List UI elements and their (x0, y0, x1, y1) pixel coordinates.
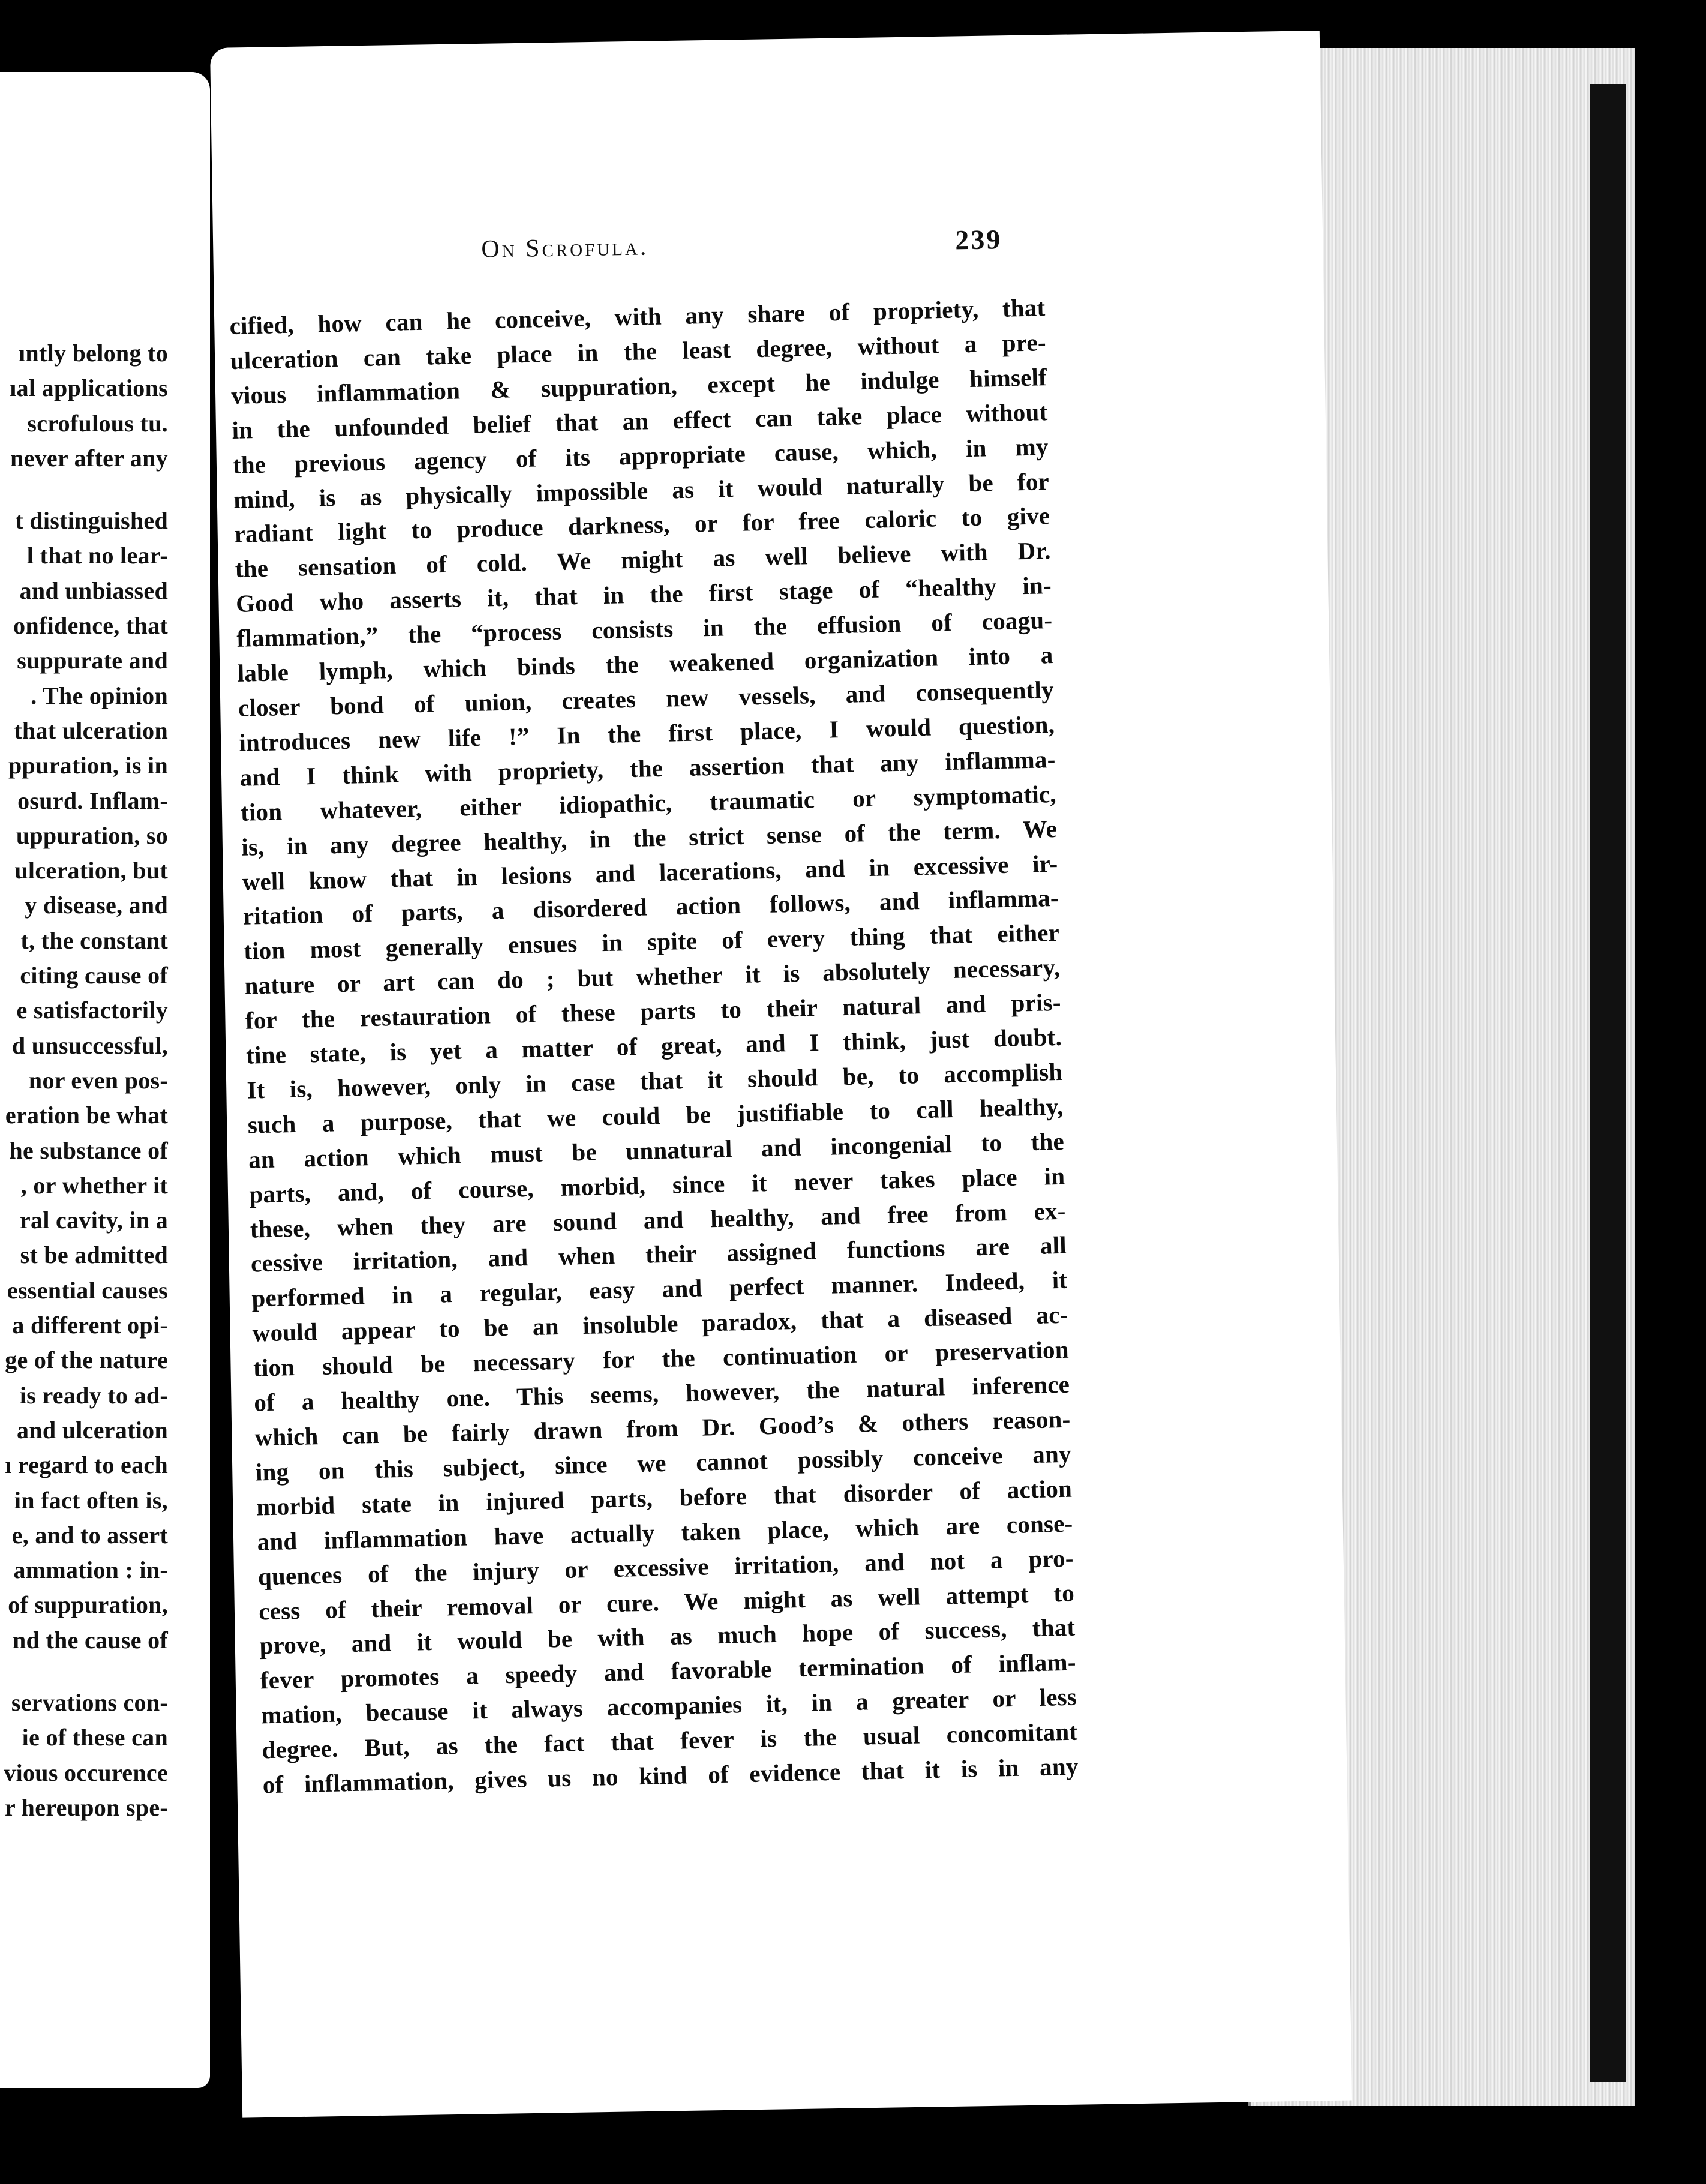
text-line: in fact often is, (14, 1486, 168, 1514)
text-line: suppurate and (17, 647, 168, 674)
text-line: nd the cause of (13, 1626, 168, 1654)
text-line: e, and to assert (11, 1521, 168, 1549)
text-line: nor even pos- (28, 1066, 168, 1094)
text-line: vious inflammation & suppuration, except he indulge himself (230, 362, 1047, 409)
text-line: ıntly belong to (19, 340, 168, 367)
text-line: well know that in lesions and lacerations, and in excessive ir- (242, 849, 1058, 896)
text-line: in the unfounded belief that an effect can take place without (232, 397, 1048, 444)
text-line: and I think with propriety, the assertion that any inflamma- (239, 745, 1056, 791)
text-line: a different opi- (12, 1312, 168, 1339)
text-line: cess of their removal or cure. We might as well attempt to (258, 1579, 1075, 1625)
text-line: t distinguished (15, 507, 168, 535)
text-line: Good who asserts it, that in the first stage of “healthy in- (235, 571, 1052, 618)
text-line: ppuration, is in (8, 752, 168, 779)
text-line: fever promotes a speedy and favorable termination of inflam- (260, 1648, 1077, 1694)
text-line: which can be fairly drawn from Dr. Good’s & others reason- (254, 1405, 1071, 1451)
left-page (0, 72, 210, 2088)
text-line: ammation : in- (13, 1556, 168, 1584)
text-line: cified, how can he conceive, with any share of propriety, that (229, 293, 1046, 340)
text-line: flammation,” the “process consists in the effusion of coagu- (236, 606, 1053, 653)
text-line: and unbiassed (19, 577, 168, 604)
text-line: e satisfactorily (16, 997, 168, 1024)
page-number: 239 (954, 224, 1002, 256)
text-line: ing on this subject, since we cannot possibly conceive any (255, 1439, 1072, 1486)
text-line: ral cavity, in a (19, 1207, 168, 1234)
text-line: mind, is as physically impossible as it would naturally be for (233, 467, 1050, 514)
text-line: scrofulous tu. (27, 409, 168, 437)
text-line: ulceration can take place in the least degree, without a pre- (230, 328, 1047, 374)
text-line: that ulceration (14, 716, 168, 744)
text-line: radiant light to produce darkness, or for free caloric to give (233, 502, 1050, 548)
text-line: , or whether it (20, 1171, 168, 1199)
text-line: ulceration, but (14, 857, 168, 884)
text-line: osurd. Inflam- (17, 787, 168, 814)
text-line: never after any (10, 444, 168, 472)
text-line: uppuration, so (16, 821, 168, 849)
text-line: onfidence, that (13, 612, 168, 640)
text-line: morbid state in injured parts, before that disorder of action (256, 1474, 1073, 1521)
text-line: mation, because it always accompanies it, in a greater or less (260, 1682, 1077, 1729)
text-line: cessive irritation, and when their assigned functions are all (250, 1231, 1067, 1278)
text-line: these, when they are sound and healthy, and free from ex- (250, 1196, 1066, 1243)
text-line: he substance of (9, 1136, 168, 1164)
text-line: citing cause of (20, 962, 168, 989)
text-line: for the restauration of these parts to their natural and pris- (245, 988, 1062, 1034)
text-line: the previous agency of its appropriate cause, which, in my (232, 432, 1049, 479)
text-line: eration be what (5, 1102, 168, 1129)
text-line: ie of these can (22, 1724, 168, 1751)
text-line: tion should be necessary for the continuation or preservation (253, 1335, 1070, 1382)
text-line: t, the constant (20, 926, 168, 954)
text-line: is ready to ad- (19, 1381, 168, 1409)
text-line: r hereupon spe- (5, 1793, 168, 1821)
left-page-text (0, 336, 168, 1825)
paragraph-gap (0, 476, 168, 503)
body-text (229, 290, 1079, 1802)
text-line: closer bond of union, creates new vessels, and consequently (238, 675, 1055, 722)
text-line: It is, however, only in case that it should be, to accomplish (247, 1057, 1063, 1104)
text-line: tion most generally ensues in spite of every thing that either (243, 919, 1060, 965)
paragraph-gap (0, 1658, 168, 1685)
text-line: lable lymph, which binds the weakened organization into a (237, 641, 1053, 687)
text-line: would appear to be an insoluble paradox, that a diseased ac- (252, 1300, 1068, 1347)
text-line: and inflammation have actually taken place, which are conse- (257, 1509, 1073, 1556)
book-edge-shadow (1590, 84, 1626, 2082)
text-line: d unsuccessful, (11, 1031, 168, 1059)
text-line: an action which must be unnatural and incongenial to the (248, 1127, 1065, 1174)
text-line: of suppuration, (8, 1591, 168, 1619)
text-line: performed in a regular, easy and perfect manner. Indeed, it (251, 1266, 1068, 1312)
text-line: quences of the injury or excessive irritation, and not a pro- (257, 1544, 1074, 1591)
text-line: st be admitted (20, 1241, 168, 1269)
text-line: vious occurence (4, 1759, 168, 1786)
text-line: tine state, is yet a matter of great, and I think, just doubt. (245, 1022, 1062, 1069)
text-line: ge of the nature (5, 1346, 168, 1374)
text-line: and ulceration (17, 1416, 168, 1444)
text-line: y disease, and (25, 892, 168, 919)
text-line: of inflammation, gives us no kind of evidence that it is in any (262, 1752, 1079, 1799)
text-line: . The opinion (31, 682, 168, 709)
text-line: introduces new life !” In the first place, I would question, (238, 710, 1055, 757)
text-line: tion whatever, either idiopathic, traumatic or symptomatic, (240, 779, 1057, 826)
text-line: l that no lear- (26, 542, 168, 569)
text-line: of a healthy one. This seems, however, the natural inference (253, 1370, 1070, 1417)
text-line: such a purpose, that we could be justifiable to call healthy, (247, 1092, 1064, 1139)
page-header (474, 224, 1002, 283)
text-line: the sensation of cold. We might as well believe with Dr. (235, 536, 1052, 583)
text-line: degree. But, as the fact that fever is the usual concomitant (261, 1717, 1078, 1764)
text-line: essential causes (7, 1276, 168, 1304)
text-line: parts, and, of course, morbid, since it never takes place in (248, 1162, 1065, 1208)
running-head: On Scrofula. (481, 233, 649, 263)
text-line: ıal applications (10, 374, 168, 402)
text-line: nature or art can do ; but whether it is absolutely necessary, (244, 953, 1061, 1000)
text-line: ritation of parts, a disordered action follows, and inflamma- (242, 884, 1059, 931)
text-line: servations con- (11, 1688, 168, 1716)
text-line: is, in any degree healthy, in the strict sense of the term. We (241, 814, 1058, 861)
text-line: ı regard to each (5, 1451, 168, 1479)
text-line: prove, and it would be with as much hope of success, that (259, 1613, 1076, 1660)
